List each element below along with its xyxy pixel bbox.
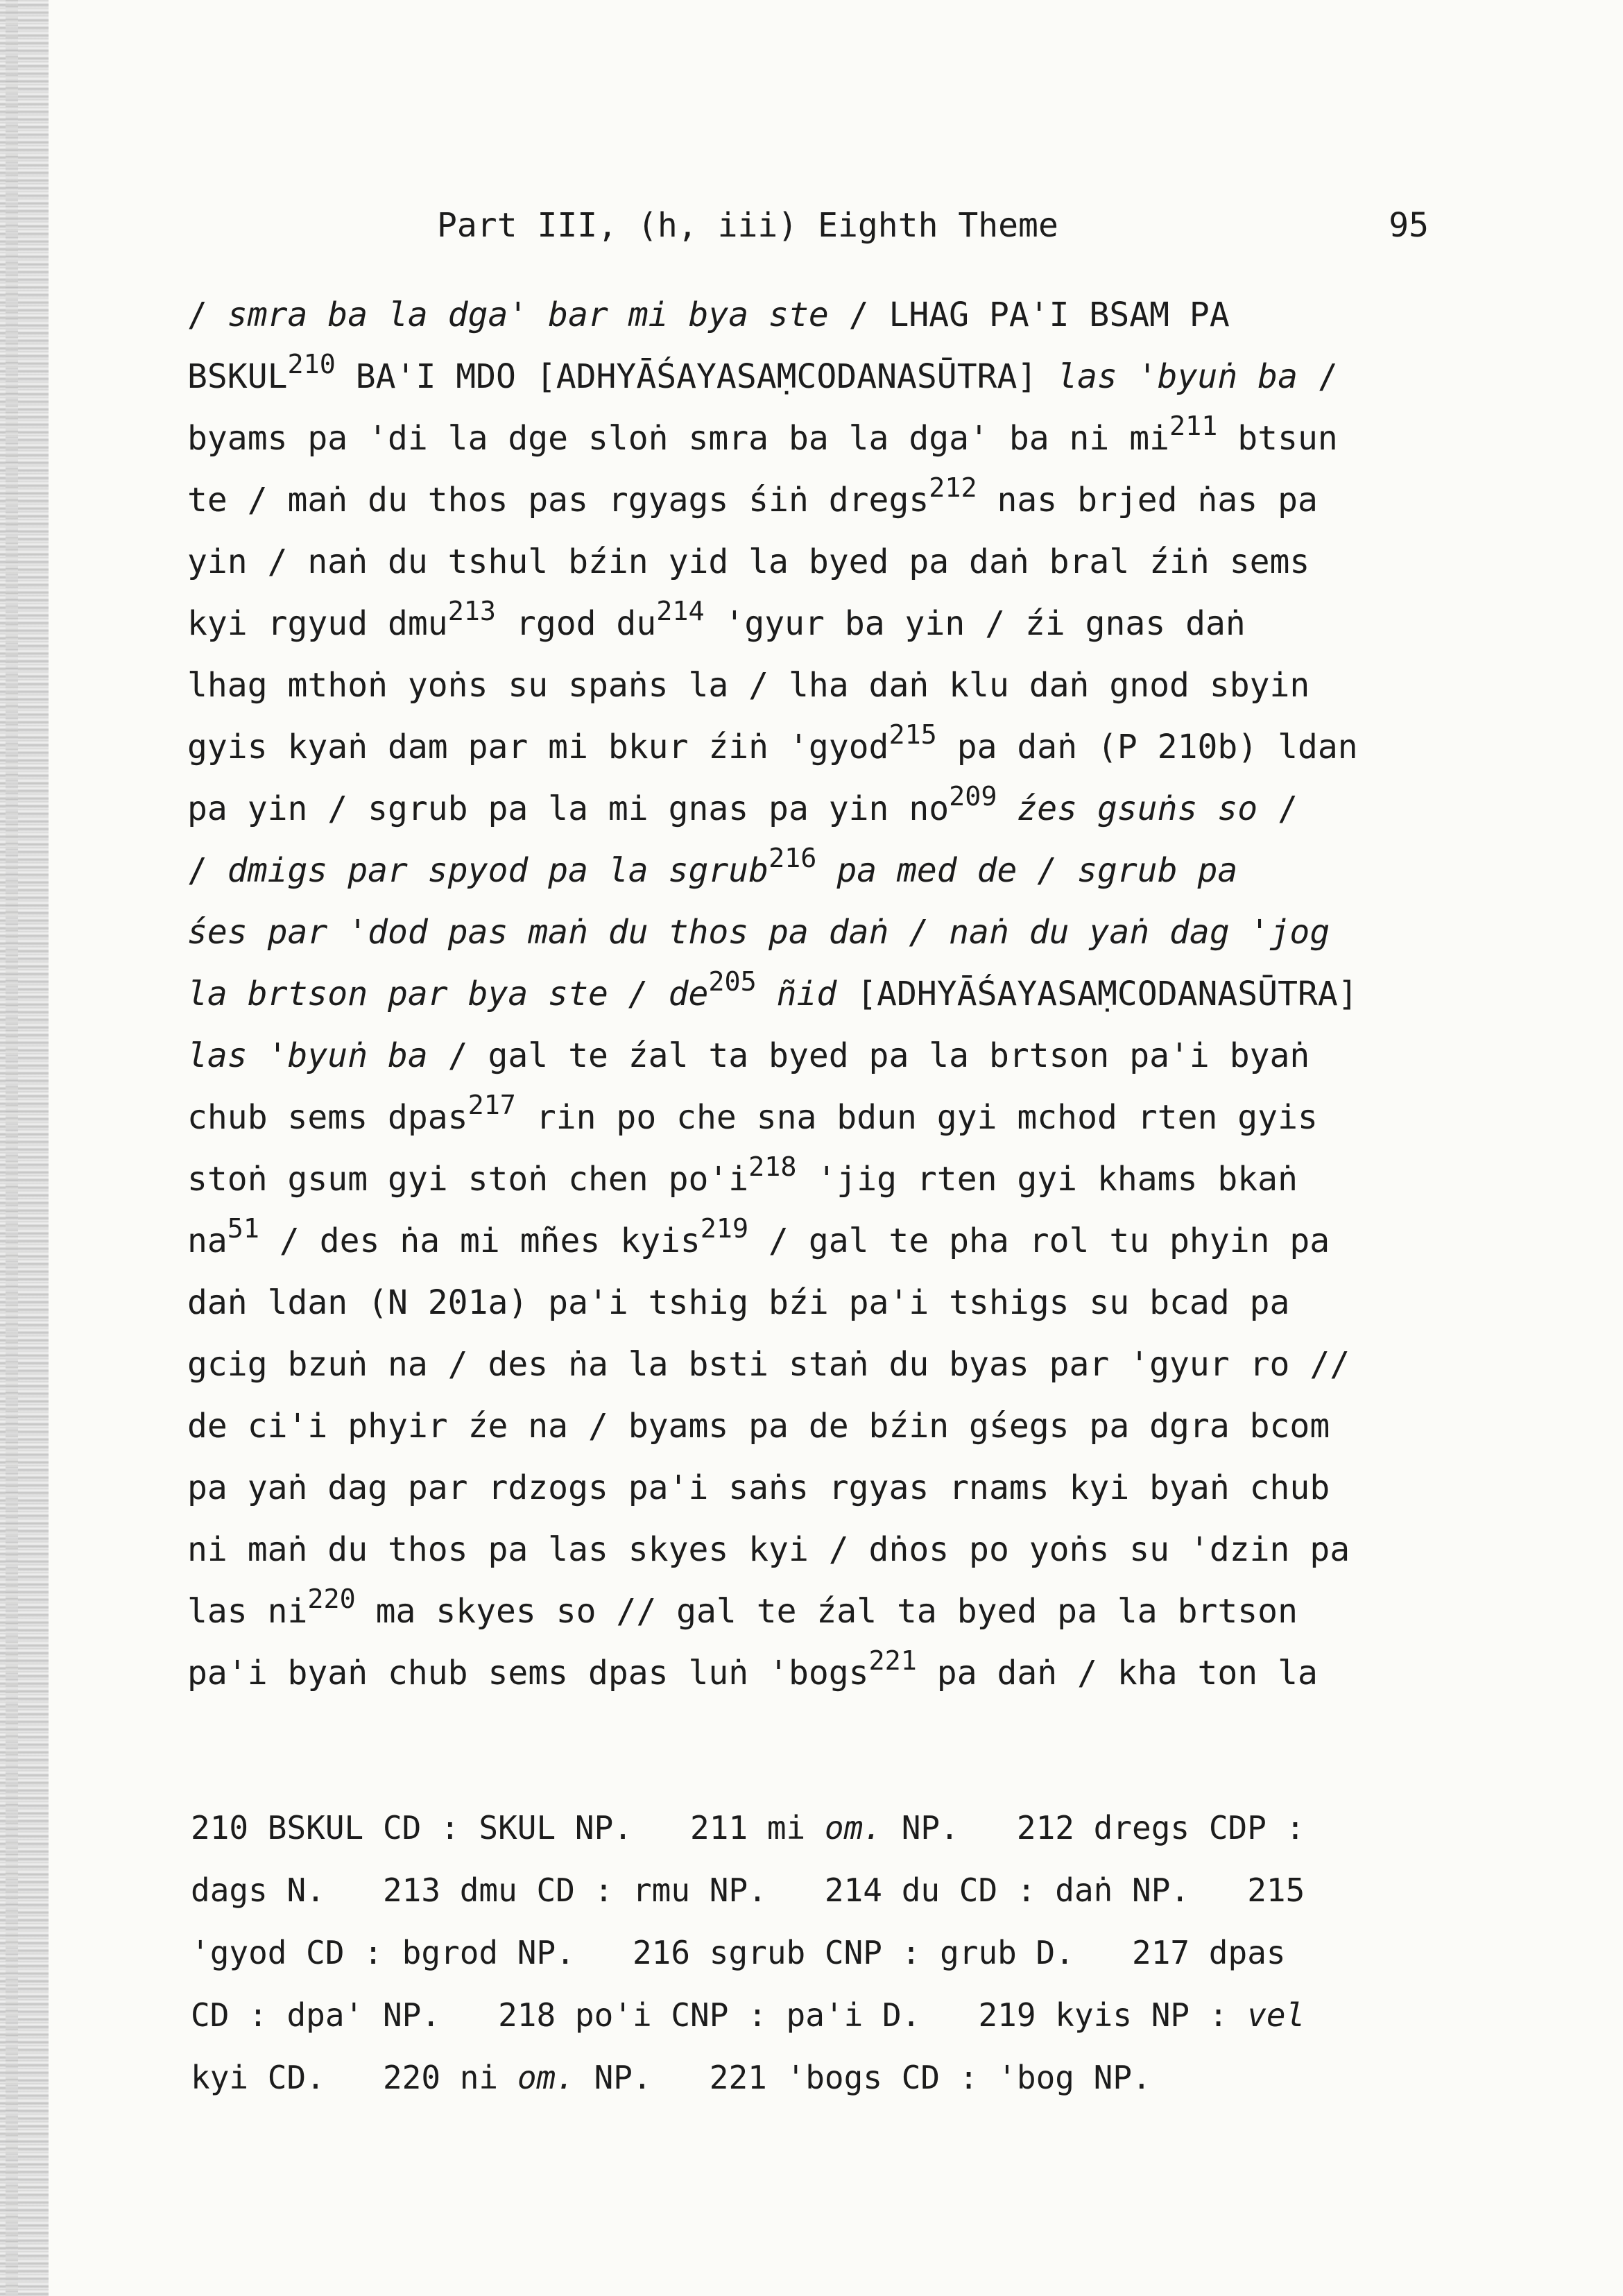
text-run: pa yin / sgrub pa la mi gnas pa yin no xyxy=(187,789,950,828)
body-line xyxy=(187,1457,1450,1519)
text-run: BA'I MDO [ADHYĀŚAYASAṂCODANASŪTRA] xyxy=(335,357,1058,396)
body-line xyxy=(187,717,1450,778)
text-run: / xyxy=(187,295,227,334)
italic-text: om. xyxy=(824,1809,883,1847)
text-run: kyi CD. 220 ni xyxy=(191,2059,517,2096)
text-run: NP. 221 'bogs CD : 'bog NP. xyxy=(574,2059,1151,2096)
text-run: 'gyur ba yin / źi gnas daṅ xyxy=(704,604,1246,643)
italic-text: las 'byuṅ ba xyxy=(1057,357,1298,396)
text-run: gyis kyaṅ dam par mi bkur źiṅ 'gyod xyxy=(187,728,889,766)
text-run: 'jig rten gyi khams bkaṅ xyxy=(796,1160,1298,1199)
footnote-ref: 219 xyxy=(700,1213,749,1244)
italic-text: la brtson par bya ste / de xyxy=(187,975,709,1013)
text-run: / xyxy=(187,851,227,890)
text-run: / LHAG PA'I BSAM PA xyxy=(828,295,1230,334)
footnote-ref: 209 xyxy=(949,780,997,812)
italic-text: las 'byuṅ ba xyxy=(187,1036,428,1075)
footnote-ref: 218 xyxy=(748,1151,797,1183)
text-run: lhag mthoṅ yoṅs su spaṅs la / lha daṅ klu daṅ gnod sbyin xyxy=(187,666,1310,705)
text-run: pa daṅ (P 210b) ldan xyxy=(936,728,1358,766)
text-run: gcig bzuṅ na / des ṅa la bsti staṅ du byas par 'gyur ro // xyxy=(187,1345,1350,1384)
body-line xyxy=(187,1272,1450,1334)
body-text xyxy=(187,284,1450,1704)
italic-text: dmigs par spyod pa la sgrub xyxy=(227,851,769,890)
body-line xyxy=(187,346,1450,408)
text-run: nas brjed ṅas pa xyxy=(977,481,1318,520)
footnote-ref: 217 xyxy=(467,1089,516,1121)
body-line xyxy=(187,408,1450,470)
text-run xyxy=(757,975,777,1013)
footnote-ref: 214 xyxy=(656,595,705,627)
text-run: [ADHYĀŚAYASAṂCODANASŪTRA] xyxy=(836,975,1358,1013)
body-line xyxy=(187,1396,1450,1457)
text-run: / gal te pha rol tu phyin pa xyxy=(748,1222,1330,1260)
text-run: rin po che sna bdun gyi mchod rten gyis xyxy=(515,1098,1318,1137)
text-run: las ni xyxy=(187,1592,308,1631)
body-line xyxy=(187,1334,1450,1396)
body-line xyxy=(187,593,1450,655)
text-run: / des ṅa mi mñes kyis xyxy=(259,1222,701,1260)
footnote-line xyxy=(191,1921,1453,1984)
footnote-ref: 213 xyxy=(447,595,497,627)
text-run: CD : dpa' NP. 218 po'i CNP : pa'i D. 219 kyis NP : xyxy=(191,1996,1248,2034)
body-line xyxy=(187,840,1450,902)
footnote-ref: 215 xyxy=(888,719,937,751)
footnote-ref: 212 xyxy=(929,472,977,504)
text-run: pa'i byaṅ chub sems dpas luṅ 'bogs xyxy=(187,1654,869,1693)
body-line xyxy=(187,470,1450,531)
text-run: dags N. 213 dmu CD : rmu NP. 214 du CD : daṅ NP. 215 xyxy=(191,1871,1305,1909)
italic-text: ñid xyxy=(776,975,837,1013)
text-run: pa yaṅ dag par rdzogs pa'i saṅs rgyas rnams kyi byaṅ chub xyxy=(187,1468,1330,1507)
italic-text: pa med de / sgrub pa xyxy=(836,851,1238,890)
body-line xyxy=(187,902,1450,963)
footnote-ref: 216 xyxy=(768,842,817,874)
body-line xyxy=(187,1643,1450,1704)
footnote-ref: 211 xyxy=(1169,410,1218,442)
text-run: te / maṅ du thos pas rgyags śiṅ dregs xyxy=(187,481,929,520)
footnotes xyxy=(191,1797,1453,2109)
text-run: pa daṅ / kha ton la xyxy=(916,1654,1318,1693)
footnote-line xyxy=(191,1984,1453,2046)
footnote-ref: 205 xyxy=(708,966,757,997)
text-run: / xyxy=(1257,789,1298,828)
text-run: btsun xyxy=(1217,419,1338,458)
body-line xyxy=(187,655,1450,717)
body-line xyxy=(187,1210,1450,1272)
body-line xyxy=(187,1149,1450,1210)
text-run: na xyxy=(187,1222,227,1260)
text-run xyxy=(816,851,836,890)
body-line xyxy=(187,1581,1450,1643)
body-line xyxy=(187,531,1450,593)
text-run: BSKUL xyxy=(187,357,288,396)
italic-text: vel xyxy=(1247,1996,1305,2034)
text-run: daṅ ldan (N 201a) pa'i tshig bźi pa'i tshigs su bcad pa xyxy=(187,1283,1290,1322)
text-run: de ci'i phyir źe na / byams pa de bźin gśegs pa dgra bcom xyxy=(187,1407,1330,1446)
body-line xyxy=(187,1087,1450,1149)
footnote-line xyxy=(191,2046,1453,2109)
italic-text: źes gsuṅs so xyxy=(1017,789,1258,828)
text-run: kyi rgyud dmu xyxy=(187,604,448,643)
italic-text: smra ba la dga' bar mi bya ste xyxy=(227,295,829,334)
text-run: rgod du xyxy=(496,604,657,643)
footnote-line xyxy=(191,1797,1453,1859)
footnote-ref: 51 xyxy=(227,1213,260,1244)
body-line xyxy=(187,1025,1450,1087)
text-run: ni maṅ du thos pa las skyes kyi / dṅos po yoṅs su 'dzin pa xyxy=(187,1530,1350,1569)
text-run: NP. 212 dregs CDP : xyxy=(882,1809,1305,1847)
italic-text: śes par 'dod pas maṅ du thos pa daṅ / naṅ du yaṅ dag 'jog xyxy=(187,913,1330,952)
text-run: yin / naṅ du tshul bźin yid la byed pa daṅ bral źiṅ sems xyxy=(187,542,1310,581)
text-run: chub sems dpas xyxy=(187,1098,468,1137)
body-line xyxy=(187,778,1450,840)
running-header xyxy=(437,205,1429,246)
text-run: byams pa 'di la dge sloṅ smra ba la dga' ba ni mi xyxy=(187,419,1170,458)
text-run: / gal te źal ta byed pa la brtson pa'i byaṅ xyxy=(427,1036,1310,1075)
text-run: 'gyod CD : bgrod NP. 216 sgrub CNP : grub D. 217 dpas xyxy=(191,1934,1286,1971)
text-run xyxy=(997,789,1017,828)
footnote-ref: 220 xyxy=(307,1583,356,1615)
text-run: stoṅ gsum gyi stoṅ chen po'i xyxy=(187,1160,749,1199)
text-run: 210 BSKUL CD : SKUL NP. 211 mi xyxy=(191,1809,825,1847)
body-line xyxy=(187,284,1450,346)
page-number: 95 xyxy=(1389,206,1429,245)
italic-text: om. xyxy=(517,2059,575,2096)
text-run: ma skyes so // gal te źal ta byed pa la brtson xyxy=(355,1592,1298,1631)
text-run: / xyxy=(1297,357,1338,396)
footnote-ref: 210 xyxy=(287,348,336,380)
body-line xyxy=(187,963,1450,1025)
footnote-line xyxy=(191,1859,1453,1921)
body-line xyxy=(187,1519,1450,1581)
scan-edge-shadow xyxy=(0,0,49,2296)
footnote-ref: 221 xyxy=(868,1645,917,1677)
running-title: Part III, (h, iii) Eighth Theme xyxy=(437,206,1058,245)
